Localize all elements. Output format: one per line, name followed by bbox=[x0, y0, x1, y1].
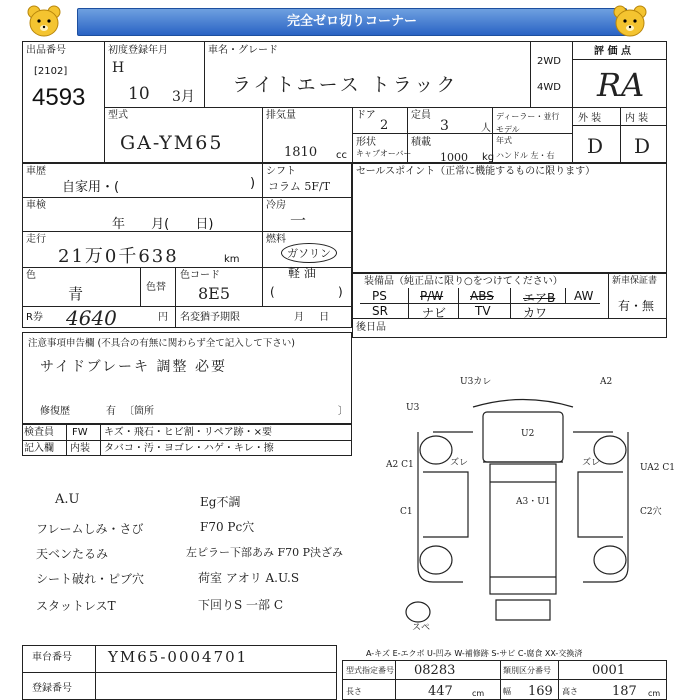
mileage-value: 21万0千638 bbox=[58, 246, 179, 267]
shape-label: 形状 bbox=[356, 137, 376, 148]
reg-era: H bbox=[112, 60, 125, 76]
color-label: 色 bbox=[26, 270, 36, 281]
sales-point-label: セールスポイント（正常に機能するものに限ります） bbox=[356, 166, 596, 177]
back-items-label: 後日品 bbox=[356, 322, 386, 333]
class-no-label: 類別区分番号 bbox=[503, 666, 551, 675]
truck-outline-icon bbox=[378, 372, 676, 634]
banner-title: 完全ゼロ切りコーナー bbox=[77, 8, 627, 36]
inspection-value: 年 月( 日) bbox=[112, 217, 214, 232]
height-value: 187 bbox=[612, 684, 637, 699]
height-label: 高さ bbox=[562, 687, 578, 696]
length-label: 長さ bbox=[346, 687, 362, 696]
dmg-label-4: A2 C1 bbox=[386, 460, 414, 470]
equipment-label: 装備品（純正品に限り○をつけてください） bbox=[364, 276, 563, 287]
dmg-label-5: ズレ bbox=[450, 458, 469, 468]
equip-abs: ABS bbox=[470, 289, 494, 303]
reg-month: 3月 bbox=[172, 89, 195, 105]
score-label: 評 価 点 bbox=[594, 46, 631, 57]
cc-value: 1810 bbox=[284, 145, 318, 160]
cert-no-label: 型式指定番号 bbox=[346, 666, 394, 675]
r-ticket-value: 4640 bbox=[66, 306, 117, 330]
comment-left-2: 天ベンたるみ bbox=[36, 547, 109, 561]
inspector-label-1: 検査員 bbox=[24, 427, 54, 438]
cap-label: 定員 bbox=[411, 110, 431, 121]
lot-number: 4593 bbox=[32, 84, 86, 111]
shift-value: コラム 5F/T bbox=[268, 180, 331, 193]
height-unit: cm bbox=[648, 689, 661, 698]
repair-value: 有 bbox=[106, 406, 116, 417]
cap-value: 3 bbox=[440, 118, 449, 134]
comment-left-0: A.U bbox=[55, 492, 80, 507]
interior-value: D bbox=[634, 134, 651, 158]
fuel-diesel: 軽 油 bbox=[288, 266, 316, 280]
repair-place: 〔箇所 bbox=[124, 406, 154, 417]
exterior-value: D bbox=[587, 134, 604, 158]
name-value: ライトエース トラック bbox=[232, 74, 459, 96]
sales-point-frame bbox=[352, 163, 667, 273]
dmg-label-0: U3カレ bbox=[460, 377, 492, 387]
color-code-label: 色コード bbox=[180, 270, 220, 281]
dmg-label-7: C1 bbox=[400, 507, 413, 517]
equip-tv: TV bbox=[475, 304, 491, 318]
dmg-label-10: UA2 C1 bbox=[640, 463, 676, 473]
history-value: 自家用・( bbox=[62, 180, 120, 195]
load-unit: kg bbox=[482, 152, 495, 163]
cc-label: 排気量 bbox=[266, 110, 296, 121]
name-label: 車名・グレード bbox=[208, 45, 278, 56]
cert-no-value: 08283 bbox=[414, 663, 456, 678]
comment-right-1: F70 Pc穴 bbox=[200, 520, 255, 534]
fw-label: FW bbox=[72, 427, 88, 438]
comment-left-1: フレームしみ・さび bbox=[36, 522, 144, 536]
interior-label: 内 装 bbox=[625, 113, 649, 124]
fuel-label: 燃料 bbox=[266, 234, 286, 245]
dmg-label-2: U2 bbox=[521, 429, 535, 439]
door-label: ドア bbox=[356, 110, 376, 121]
equip-sr: SR bbox=[372, 304, 388, 318]
shape-value: キャブオーバー bbox=[356, 149, 412, 158]
mileage-label: 走行 bbox=[26, 234, 46, 245]
drive-2wd: 2WD bbox=[537, 56, 561, 67]
door-value: 2 bbox=[380, 118, 389, 133]
comment-right-4: 下回りS 一部 C bbox=[198, 598, 284, 612]
dmg-label-9: C2穴 bbox=[640, 507, 662, 517]
comment-right-2: 左ピラー下部あみ F70 P決ざみ bbox=[186, 546, 344, 559]
reg-year: 10 bbox=[128, 84, 150, 104]
length-unit: cm bbox=[472, 689, 485, 698]
repair-end: 〕 bbox=[338, 406, 348, 417]
r-ticket-label: R券 bbox=[26, 312, 43, 323]
r-ticket-unit: 円 bbox=[158, 312, 168, 323]
lot-label: 出品番号 bbox=[26, 45, 66, 56]
shift-label: シフト bbox=[266, 166, 296, 177]
history-label: 車歴 bbox=[26, 166, 46, 177]
vehicle-damage-diagram bbox=[378, 372, 676, 634]
chassis-label: 車台番号 bbox=[32, 652, 72, 663]
reg-label: 初度登録年月 bbox=[108, 45, 168, 56]
load-label: 積載 bbox=[411, 137, 431, 148]
damage-legend: A-キズ E-エクボ U-凹み W-補修跡 S-サビ C-腐食 XX-交換済 bbox=[366, 649, 583, 658]
plate-label: 登録番号 bbox=[32, 683, 72, 694]
tax-deadline-value: 月 日 bbox=[294, 312, 330, 323]
cap-unit: 人 bbox=[481, 123, 491, 134]
model-year-label: モデル年式 bbox=[496, 125, 520, 145]
dmg-label-6: ズレ bbox=[582, 458, 601, 468]
inspector-label-2: 記入欄 bbox=[24, 443, 54, 454]
interior-check-label: 内装 bbox=[70, 443, 90, 454]
equip-aw: AW bbox=[574, 289, 594, 303]
dmg-label-8: A3・U1 bbox=[516, 497, 551, 507]
notes-text: サイドブレーキ 調整 必要 bbox=[40, 359, 227, 375]
equip-pw: P/W bbox=[420, 289, 444, 303]
mascot-bear-left-icon bbox=[25, 4, 63, 38]
comment-left-3: シート破れ・ピブ穴 bbox=[36, 572, 145, 586]
tax-deadline-label: 名変猶予期限 bbox=[180, 312, 240, 323]
dealer-label: ディーラー・並行 bbox=[496, 112, 560, 121]
drive-4wd: 4WD bbox=[537, 82, 561, 93]
model-label: 型式 bbox=[108, 110, 128, 121]
color-code-value: 8E5 bbox=[198, 284, 231, 303]
comment-right-0: Eg不調 bbox=[200, 495, 241, 509]
score-value: RA bbox=[597, 66, 645, 104]
length-value: 447 bbox=[428, 684, 453, 699]
fw-items: キズ・飛石・ヒビ割・リペア跡・×要 bbox=[104, 427, 272, 438]
warranty-label: 新車保証書 bbox=[612, 276, 658, 286]
dmg-label-11: スペ bbox=[412, 623, 431, 633]
exterior-label: 外 装 bbox=[578, 113, 602, 124]
width-value: 169 bbox=[528, 684, 553, 699]
dmg-label-3: U3 bbox=[406, 403, 420, 413]
color-value: 青 bbox=[68, 285, 84, 303]
class-no-value: 0001 bbox=[592, 663, 626, 678]
mascot-bear-right-icon bbox=[611, 4, 649, 38]
load-value: 1000 bbox=[440, 151, 468, 164]
handle-label: ハンドル 左・右 bbox=[496, 151, 555, 160]
repair-label: 修復歴 bbox=[40, 406, 70, 417]
equip-ps: PS bbox=[372, 289, 387, 303]
fuel-gasoline-circled: ガソリン bbox=[281, 243, 337, 263]
equip-kawa: カワ bbox=[523, 306, 548, 320]
comment-left-4: スタットレスT bbox=[36, 599, 116, 613]
comment-right-3: 荷室 アオリ A.U.S bbox=[198, 571, 300, 585]
interior-check-items: タバコ・汚・ヨゴレ・ハゲ・キレ・擦 bbox=[104, 443, 274, 454]
equip-navi: ナビ bbox=[422, 306, 447, 320]
notes-label: 注意事項申告欄 (不具合の有無に関わらず全て記入して下さい) bbox=[28, 338, 295, 349]
chassis-value: YM65-0004701 bbox=[108, 648, 249, 666]
mileage-unit: km bbox=[224, 254, 240, 265]
inspection-label: 車検 bbox=[26, 200, 46, 211]
ac-label: 冷房 bbox=[266, 200, 286, 211]
dmg-label-1: A2 bbox=[600, 377, 613, 387]
ac-value: 一 bbox=[290, 211, 307, 230]
color-change-label: 色替 bbox=[146, 282, 166, 293]
width-label: 幅 bbox=[503, 687, 511, 696]
warranty-value: 有・無 bbox=[618, 299, 655, 313]
cc-unit: cc bbox=[336, 150, 347, 161]
model-value: GA-YM65 bbox=[120, 132, 224, 154]
equip-airbag: エアB bbox=[523, 291, 556, 305]
lot-code: [2102] bbox=[34, 66, 68, 77]
